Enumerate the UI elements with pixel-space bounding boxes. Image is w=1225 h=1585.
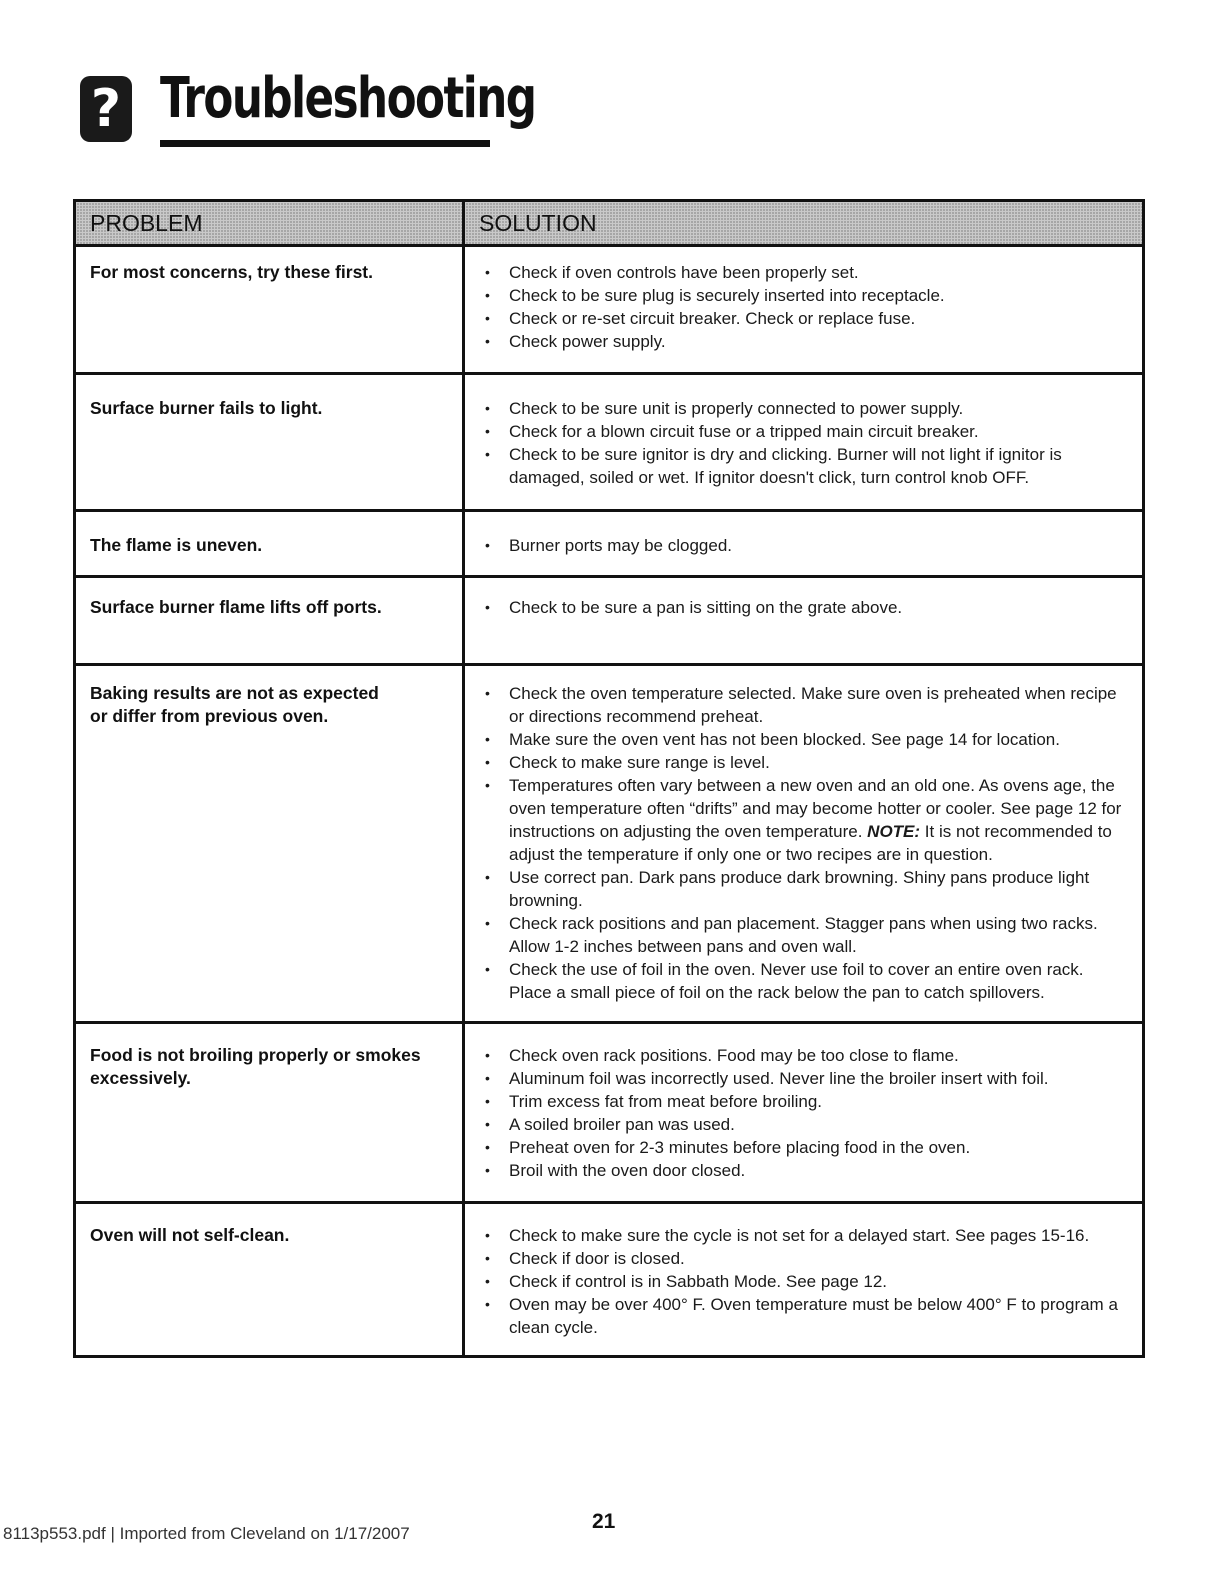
table-header-row (75, 201, 1144, 246)
solution-item: • Use correct pan. Dark pans produce dark browning. Shiny pans produce light browning. (483, 866, 1128, 912)
solution-list (483, 1224, 1128, 1339)
solution-item: • Check power supply. (483, 330, 1128, 353)
solution-item: • Check oven rack positions. Food may be too close to flame. (483, 1044, 1128, 1067)
solution-list (483, 261, 1128, 353)
solution-item: • Check rack positions and pan placement. Stagger pans when using two racks. Allow 1-2 inches between pans and oven wall. (483, 912, 1128, 958)
table-row (75, 577, 1144, 665)
table-row (75, 1023, 1144, 1203)
solution-cell (464, 1023, 1144, 1203)
solution-cell (464, 1203, 1144, 1357)
solution-item: • Oven may be over 400° F. Oven temperature must be below 400° F to program a clean cycle. (483, 1293, 1128, 1339)
solution-cell (464, 246, 1144, 374)
import-note: 8113p553.pdf | Imported from Cleveland on 1/17/2007 (3, 1524, 410, 1543)
page-title: Troubleshooting (160, 66, 536, 131)
problem-cell: Surface burner flame lifts off ports. (75, 577, 464, 665)
solution-item: • Check to make sure range is level. (483, 751, 1128, 774)
problem-cell: Food is not broiling properly or smokes excessively. (75, 1023, 464, 1203)
solution-item: • Check to be sure unit is properly connected to power supply. (483, 397, 1128, 420)
problem-cell: For most concerns, try these first. (75, 246, 464, 374)
solution-list (483, 682, 1128, 1004)
problem-cell: Surface burner fails to light. (75, 374, 464, 511)
solution-item (483, 774, 1128, 866)
table-row (75, 374, 1144, 511)
solution-item: • Check or re-set circuit breaker. Check or replace fuse. (483, 307, 1128, 330)
problem-cell: Baking results are not as expected or differ from previous oven. (75, 665, 464, 1023)
problem-cell: The flame is uneven. (75, 511, 464, 577)
solution-cell (464, 374, 1144, 511)
solution-list (483, 397, 1128, 489)
solution-item: • Burner ports may be clogged. (483, 534, 1128, 557)
solution-item: • Check the oven temperature selected. Make sure oven is preheated when recipe or directions recommend preheat. (483, 682, 1128, 728)
solution-item: • Check if door is closed. (483, 1247, 1128, 1270)
solution-list (483, 596, 1128, 619)
column-header-problem: PROBLEM (75, 201, 464, 246)
solution-item: • Check for a blown circuit fuse or a tripped main circuit breaker. (483, 420, 1128, 443)
solution-item: • Check to make sure the cycle is not set for a delayed start. See pages 15-16. (483, 1224, 1128, 1247)
solution-item: • Aluminum foil was incorrectly used. Never line the broiler insert with foil. (483, 1067, 1128, 1090)
question-mark-icon: ? (80, 76, 132, 142)
note-label: NOTE: (867, 822, 921, 841)
solution-item: • Check to be sure plug is securely inserted into receptacle. (483, 284, 1128, 307)
solution-item: • Preheat oven for 2-3 minutes before placing food in the oven. (483, 1136, 1128, 1159)
page-number: 21 (592, 1510, 616, 1533)
page-header (80, 66, 536, 152)
solution-cell (464, 577, 1144, 665)
solution-text: Temperatures often vary between a new oven and an old one. As ovens age, the oven temperature often “drifts” and may become hotter or cooler. See page 12 for instructions on adjusting the oven temperature. (509, 776, 1122, 841)
problem-cell: Oven will not self-clean. (75, 1203, 464, 1357)
solution-item: • A soiled broiler pan was used. (483, 1113, 1128, 1136)
solution-list (483, 1044, 1128, 1182)
table-row (75, 511, 1144, 577)
solution-item: • Trim excess fat from meat before broiling. (483, 1090, 1128, 1113)
column-header-solution: SOLUTION (464, 201, 1144, 246)
solution-item: • Check to be sure a pan is sitting on the grate above. (483, 596, 1128, 619)
solution-item: • Broil with the oven door closed. (483, 1159, 1128, 1182)
solution-cell (464, 511, 1144, 577)
solution-cell (464, 665, 1144, 1023)
table-row (75, 1203, 1144, 1357)
table-row (75, 246, 1144, 374)
solution-item: • Check to be sure ignitor is dry and clicking. Burner will not light if ignitor is damaged, soiled or wet. If ignitor doesn't click, turn control knob OFF. (483, 443, 1128, 489)
solution-list (483, 534, 1128, 557)
solution-item: • Make sure the oven vent has not been blocked. See page 14 for location. (483, 728, 1128, 751)
title-underline (160, 140, 490, 147)
table-row (75, 665, 1144, 1023)
solution-item: • Check if control is in Sabbath Mode. See page 12. (483, 1270, 1128, 1293)
note-text: It is not recommended to adjust the temperature if only one or two recipes are in question. (509, 822, 1112, 864)
solution-item: • Check if oven controls have been properly set. (483, 261, 1128, 284)
troubleshooting-table (73, 199, 1145, 1358)
solution-item: • Check the use of foil in the oven. Never use foil to cover an entire oven rack. Place a small piece of foil on the rack below the pan to catch spillovers. (483, 958, 1128, 1004)
